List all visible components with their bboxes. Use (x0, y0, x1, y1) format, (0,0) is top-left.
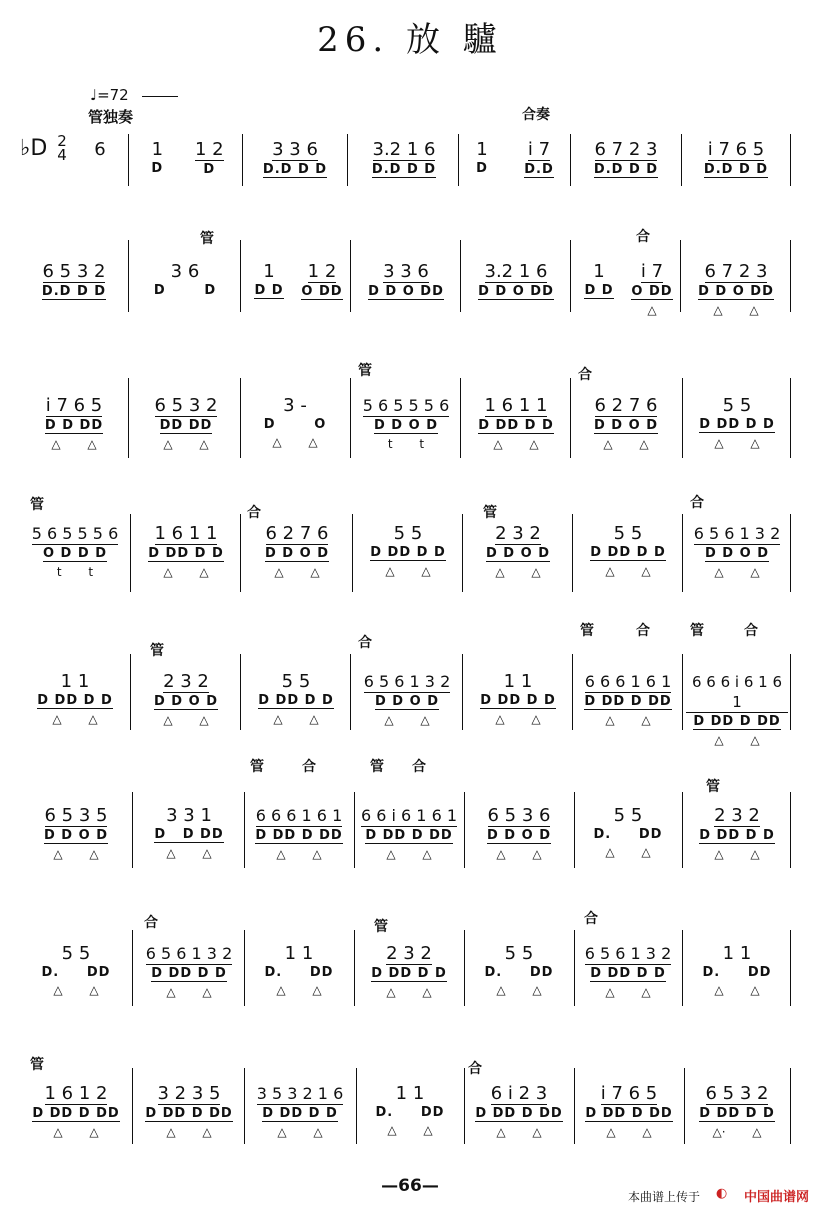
staff-row-8: 1 6 1 2 D DD D DD △ △ 3 2 3 5 D DD D DD △ △ 3 5 3 2 1 6 D DD D D △ △ 1 1 D. DD △ △ 6 i 2 3 D DD D DD △ △ i 7 6 5 D DD D DD △ △ 6 5 3 2 D DD D D △· △ (0, 1084, 820, 1150)
note-group: 1 1 (722, 943, 752, 964)
note-group: 1 2 (307, 261, 337, 282)
site-logo-icon: ◐ (716, 1186, 728, 1201)
key-signature: ♭D (20, 136, 48, 161)
staff-row-4: 5 6 5 5 5 6 O D D D t t 1 6 1 1 D DD D D △ △ 6 2 7 6 D D O D △ △ 5 5 D DD D D △ △ 2 3 2 D D O D △ △ 5 5 D DD D D △ △ 6 5 6 1 3 2 D D O D △ △ (0, 524, 820, 594)
note-group: 1 1 (60, 671, 90, 692)
he-mark: 合 (690, 495, 704, 511)
note-group: 6 5 6 1 3 2 (584, 944, 672, 963)
he-mark: 合 (302, 759, 316, 775)
note-group: 6 6 6 i 6 1 6 1 (686, 672, 788, 713)
time-bottom: 4 (57, 146, 67, 164)
guan-mark: 管 (690, 623, 704, 639)
note-group: i 7 (527, 139, 551, 160)
staff-row-1: 6 1 D 1 2 D 3 3 6 D.D D D 3.2 1 6 D.D D D 1 D i 7 D.D 6 7 2 3 D.D D D i 7 6 5 D.D D D (0, 140, 820, 190)
note-group: 5 6 5 5 5 6 (31, 524, 119, 543)
note-group: 5 5 (722, 395, 752, 416)
note-group: i 7 6 5 (45, 395, 103, 416)
guan-mark: 管 (30, 1057, 44, 1073)
staff-row-5: 1 1 D DD D D △ △ 2 3 2 D D O D △ △ 5 5 D DD D D △ △ 6 5 6 1 3 2 D D O D △ △ 1 1 D DD D D △ △ 6 6 6 1 6 1 D DD D DD △ △ 6 6 6 i 6 1 6 1 D DD D DD △ △ (0, 672, 820, 734)
note-group: i 7 6 5 (707, 139, 765, 160)
note-group: i 7 6 5 (600, 1083, 658, 1104)
note-group: 1 6 1 2 (44, 1083, 108, 1104)
staff-row-3: i 7 6 5 D D DD △ △ 6 5 3 2 DD DD △ △ 3 - D O △ △ 5 6 5 5 5 6 D D O D t t 1 6 1 1 D DD D D △ △ 6 2 7 6 D D O D △ △ 5 5 D DD D D △ △ (0, 396, 820, 466)
note-group: 1 1 (503, 671, 533, 692)
guan-mark: 管 (580, 623, 594, 639)
note-group: 3 6 (170, 261, 200, 282)
page-title: 26. 放 驢 (317, 20, 503, 60)
note-group: 6 6 i 6 1 6 1 (360, 806, 458, 825)
guan-mark: 管 (358, 363, 372, 379)
note-group: 1 (263, 261, 275, 282)
note-group: 2 3 2 (495, 523, 541, 544)
guan-mark: 管 (370, 759, 384, 775)
note-group: 2 3 2 (386, 943, 432, 964)
intro-marking: 管独奏 (88, 108, 134, 126)
note-group: 6 5 3 2 (154, 395, 218, 416)
note-group: 6 5 6 1 3 2 (363, 672, 451, 691)
note-group: 6 5 3 5 (44, 805, 108, 826)
note-group: 1 1 (395, 1083, 425, 1104)
he-mark: 合 (636, 623, 650, 639)
note-group: 1 6 1 1 (154, 523, 218, 544)
he-mark: 合 (636, 229, 650, 245)
note-group: i 7 (640, 261, 664, 282)
he-mark: 合 (412, 759, 426, 775)
note-group: 3 3 1 (166, 805, 212, 826)
note-group: 1 2 (195, 139, 224, 160)
note-group: 6 5 6 1 3 2 (145, 944, 233, 963)
staff-row-7: 5 5 D. DD △ △ 6 5 6 1 3 2 D DD D D △ △ 1 1 D. DD △ △ 2 3 2 D DD D D △ △ 5 5 D. DD △ △ 6 5 6 1 3 2 D DD D D △ △ 1 1 D. DD △ △ (0, 944, 820, 1010)
note-group: 6 i 2 3 (490, 1083, 548, 1104)
note-group: 6 5 3 2 (42, 261, 106, 282)
he-mark: 合 (358, 635, 372, 651)
site-name: 中国曲谱网 (744, 1190, 810, 1205)
he-mark: 合 (468, 1061, 482, 1077)
note-group: 6 2 7 6 (594, 395, 658, 416)
note-group: 5 5 (281, 671, 311, 692)
note-group: 3.2 1 6 (484, 261, 548, 282)
note-group: 1 (593, 261, 605, 282)
note-group: 1 (151, 139, 164, 160)
note-group: 6 5 3 2 (705, 1083, 769, 1104)
page-number: —66— (381, 1176, 439, 1196)
note-group: 6 2 7 6 (265, 523, 329, 544)
note-group: 3 - (283, 395, 307, 416)
note-group: 2 3 2 (163, 671, 209, 692)
tempo-marking: ♩=72 (90, 86, 129, 104)
note-group: 5 5 (613, 805, 643, 826)
he-mark: 合 (578, 367, 592, 383)
he-mark: 合 (247, 505, 261, 521)
note-group: 5 5 (393, 523, 423, 544)
staff-row-6: 6 5 3 5 D D O D △ △ 3 3 1 D D DD △ △ 6 6 6 1 6 1 D DD D DD △ △ 6 6 i 6 1 6 1 D DD D DD △ △ 6 5 3 6 D D O D △ △ 5 5 D. DD △ △ 2 3 2 D DD D D △ △ (0, 806, 820, 872)
guan-mark: 管 (374, 919, 388, 935)
guan-mark: 管 (30, 497, 44, 513)
note-group: 6 7 2 3 (594, 139, 658, 160)
note-group: 6 (94, 139, 106, 160)
note-group: 3 3 6 (383, 261, 429, 282)
tutti-mark: 合奏 (522, 107, 550, 123)
time-top: 2 (57, 132, 67, 150)
note-group: 5 5 (504, 943, 534, 964)
note-group: 6 6 6 1 6 1 (584, 672, 672, 691)
guan-mark: 管 (706, 779, 720, 795)
guan-mark: 管 (483, 505, 497, 521)
note-group: 5 6 5 5 5 6 (362, 396, 450, 415)
note-group: 1 6 1 1 (484, 395, 548, 416)
note-group: 5 5 (613, 523, 643, 544)
note-group: 6 6 6 1 6 1 (255, 806, 343, 825)
note-group: 3.2 1 6 (372, 139, 436, 160)
note-group: 3 5 3 2 1 6 (256, 1084, 344, 1103)
he-mark: 合 (744, 623, 758, 639)
he-mark: 合 (144, 915, 158, 931)
guan-mark: 管 (150, 643, 164, 659)
note-group: 2 3 2 (714, 805, 760, 826)
note-group: 1 (476, 139, 488, 160)
note-group: 1 1 (284, 943, 314, 964)
note-group: 6 7 2 3 (704, 261, 768, 282)
note-group: 5 5 (61, 943, 91, 964)
note-group: 3 2 3 5 (157, 1083, 221, 1104)
he-mark: 合 (584, 911, 598, 927)
staff-row-2: 6 5 3 2 D.D D D 3 6 D D 1 D D 1 2 O DD 3 3 6 D D O DD 3.2 1 6 D D O DD 1 D D i 7 O DD △ 6 7 2 3 D D O DD △ △ (0, 262, 820, 322)
guan-mark: 管 (250, 759, 264, 775)
note-group: 6 5 3 6 (487, 805, 551, 826)
upload-note: 本曲谱上传于 (628, 1190, 701, 1204)
tempo-line (142, 96, 178, 97)
note-group: 3 3 6 (272, 139, 318, 160)
guan-mark: 管 (200, 231, 214, 247)
note-group: 6 5 6 1 3 2 (693, 524, 781, 543)
